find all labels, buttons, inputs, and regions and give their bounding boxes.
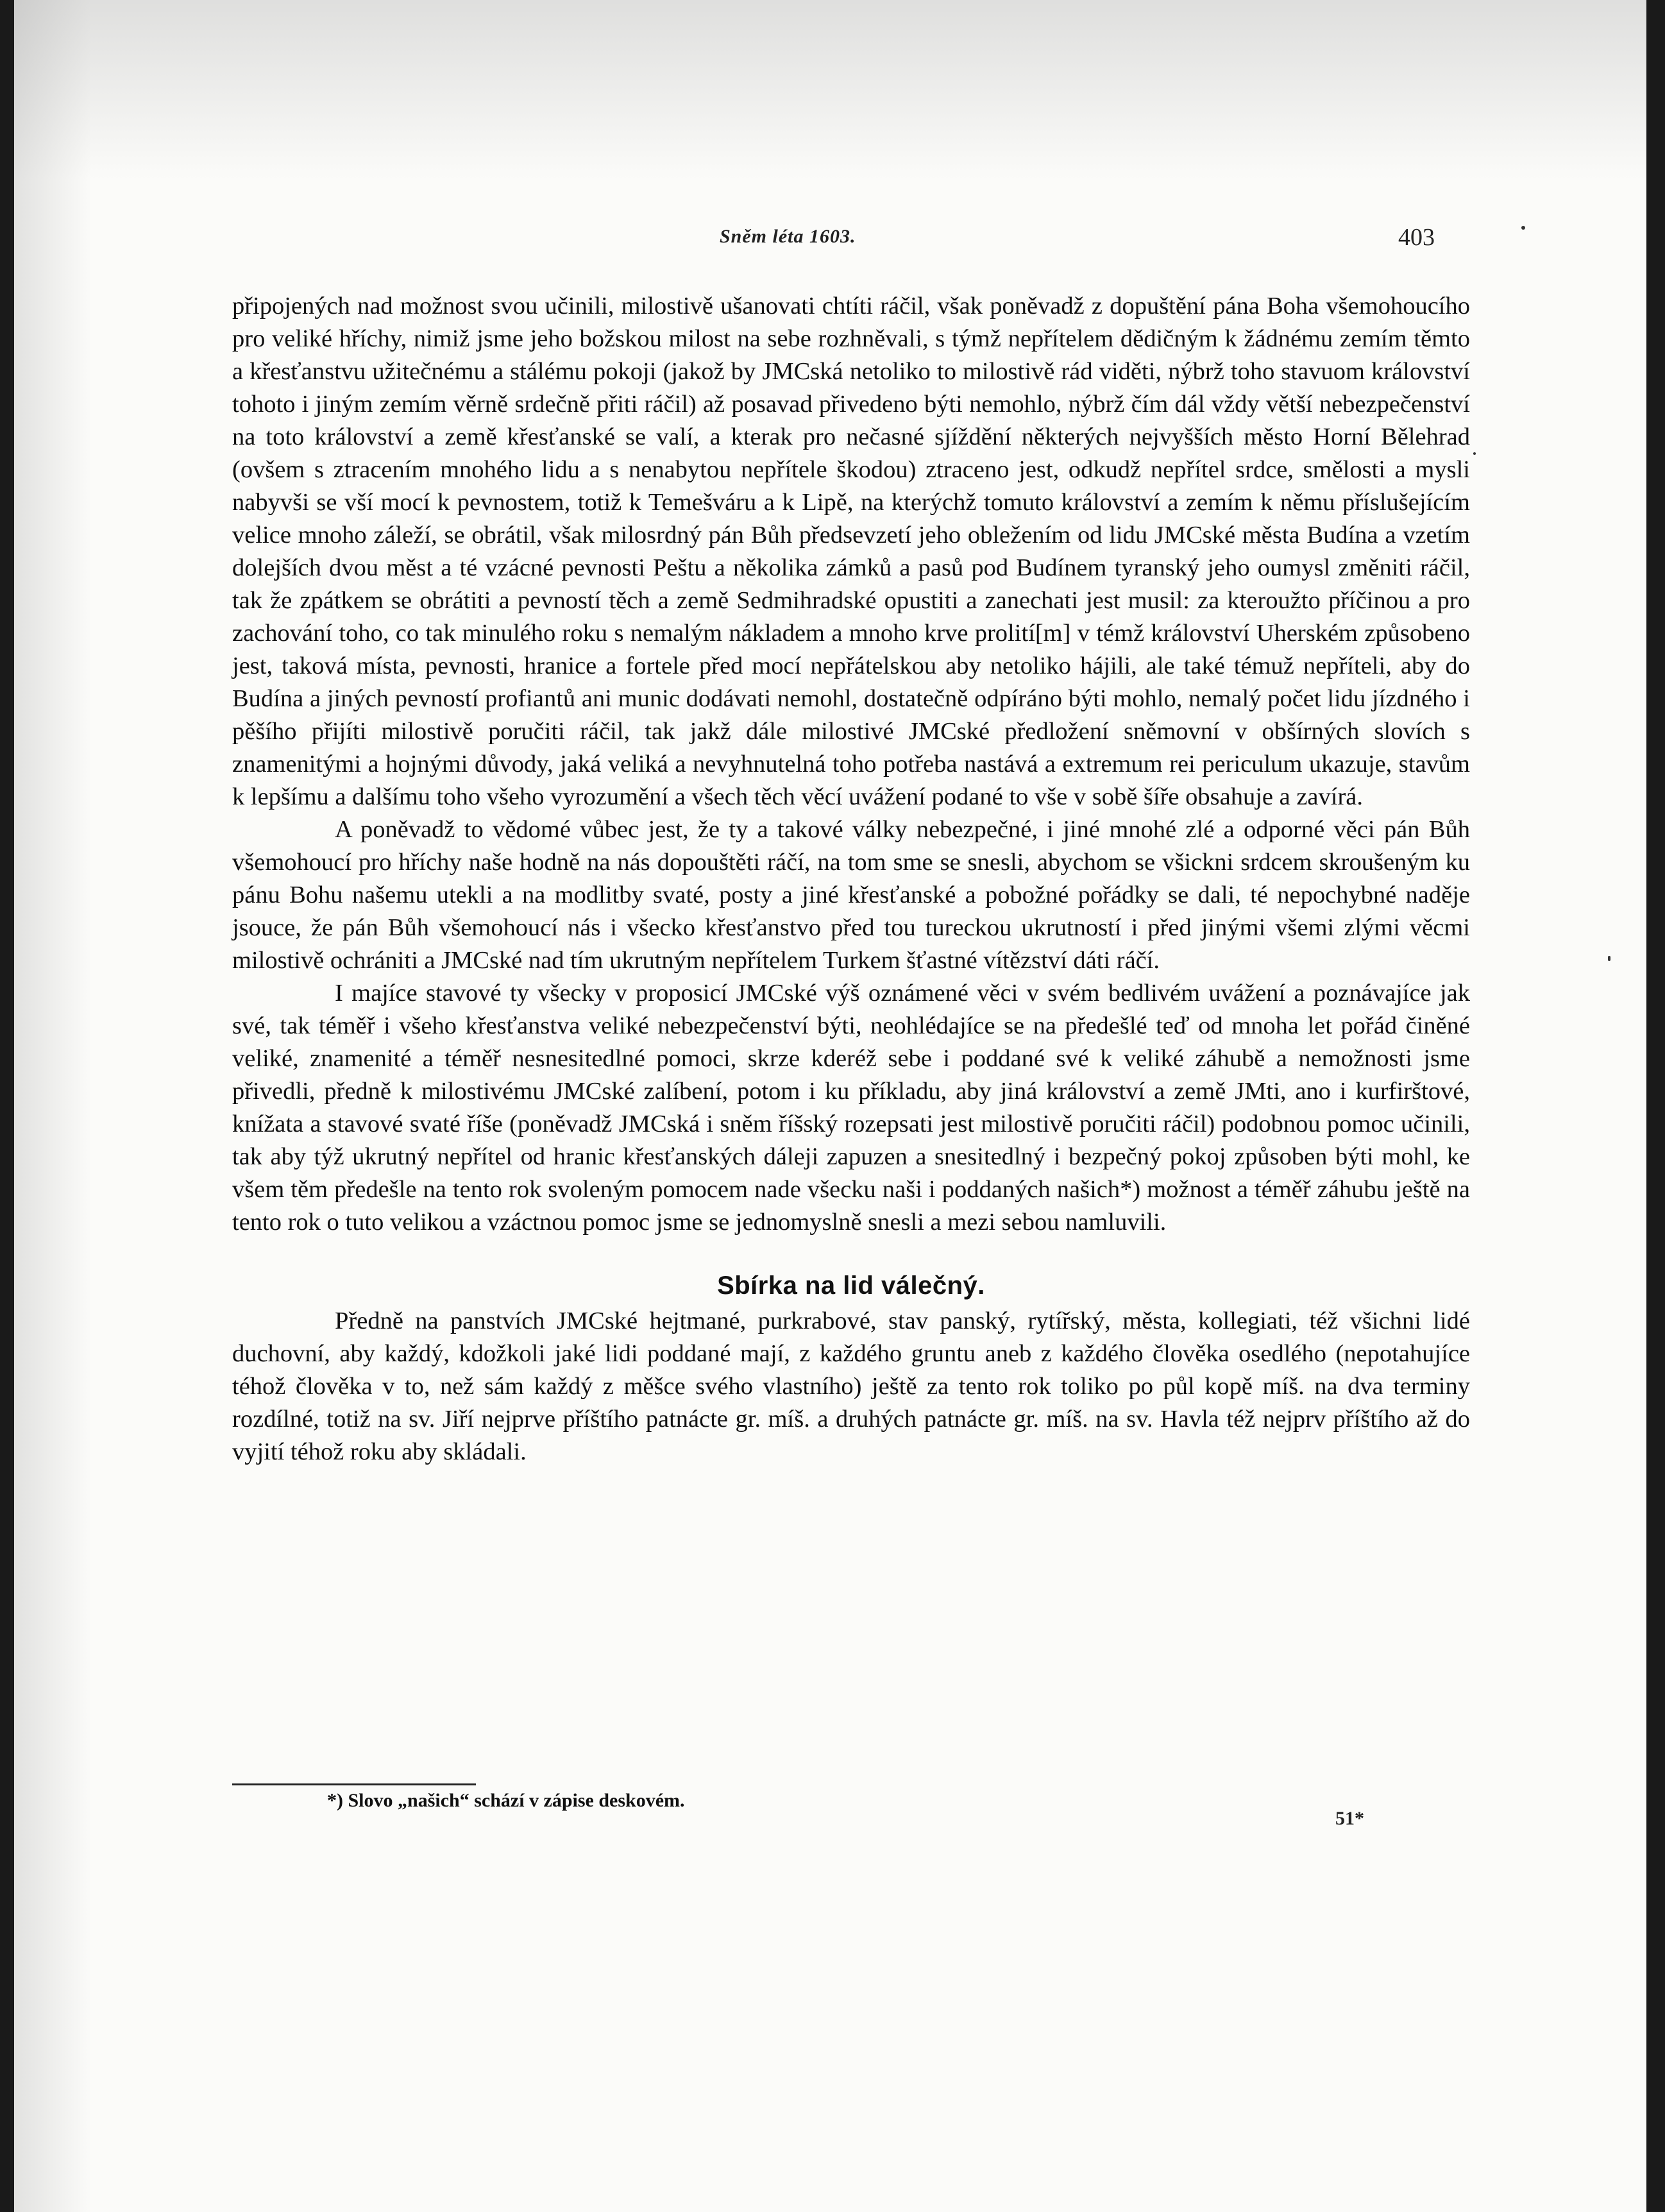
book-page: [14, 0, 1646, 2212]
page-number: 403: [1398, 224, 1435, 251]
running-head: Sněm léta 1603.: [720, 226, 856, 247]
paragraph: Předně na panstvích JMCské hejtmané, purkrabové, stav panský, rytířský, města, kollegiati, též všichni lidé duchovní, aby každý, kdožkoli jaké lidi poddané mají, z každého gruntu aneb z každého člověka osedlého (nepotahujíce téhož člověka v to, než sám každý z měšce svého vlastního) ještě za tento rok toliko po půl kopě míš. na dva terminy rozdílné, totiž na sv. Jiří nejprve příštího patnácte gr. míš. a druhých patnácte gr. míš. na sv. Havla též nejprv příštího až do vyjití téhož roku aby skládali.: [232, 1307, 1470, 1465]
footnote-divider: [232, 1783, 476, 1785]
paragraph: A poněvadž to vědomé vůbec jest, že ty a takové války nebezpečné, i jiné mnohé zlé a odporné věci pán Bůh všemohoucí pro hříchy naše hodně na nás dopouštěti ráčí, na tom sme se snesli, abychom se všickni srdcem skroušeným ku pánu Bohu našemu utekli a na modlitby svaté, posty a jiné křesťanské a pobožné pořádky se dali, té nepochybné naděje jsouce, že pán Bůh všemohoucí nás i všecko křesťanstvo před tou tureckou ukrutností i před jinými všemi zlými věcmi milostivě ochrániti a JMCské nad tím ukrutným nepřítelem Turkem šťastné vítězství dáti ráčí.: [232, 816, 1470, 974]
body-text: [232, 290, 1470, 1468]
section-title: Sbírka na lid válečný.: [717, 1272, 985, 1300]
footnote: *) Slovo „našich“ schází v zápise deskovém.: [327, 1790, 685, 1811]
signature-mark: 51*: [1335, 1808, 1364, 1829]
page-shadow-left: [14, 0, 91, 2212]
paragraph: připojených nad možnost svou učinili, milostivě ušanovati chtíti ráčil, však poněvadž z dopuštění pána Boha všemohoucího pro veliké hříchy, nimiž jsme jeho božskou milost na sebe rozhněvali, s týmž nepřítelem dědičným k žádnému zemím těmto a křesťanstvu užitečnému a stálému pokoji (jakož by JMCská netoliko to milostivě rád viděti, nýbrž toho stavuom království tohoto i jiným zemím věrně srdečně přiti ráčil) až posavad přivedeno býti nemohlo, nýbrž čím dál vždy větší nebezpečenství na toto království a země křesťanské se valí, a kterak pro nečasné sjíždění některých nejvyšších město Horní Bělehrad (ovšem s ztracením mnohého lidu a s nenabytou nepřítele škodou) ztraceno jest, odkudž nepřítel srdce, smělosti a mysli nabyvši se vší mocí k pevnostem, totiž k Temešváru a k Lipě, na kterýchž tomuto království a zemím k němu příslušejícím velice mnoho záleží, se obrátil, však milosrdný pán Bůh předsevzetí jeho obležením od lidu JMCské města Budína a vzetím dolejších dvou měst a té vzácné pevnosti Peštu a několika zámků a pasů pod Budínem tyranský jeho oumysl změniti ráčil, tak že zpátkem se obrátiti a pevností těch a země Sedmihradské opustiti a zanechati jest musil: za kteroužto příčinou a pro zachování toho, co tak minulého roku s nemalým nákladem a mnoho krve prolití[m] v témž království Uherském způsobeno jest, taková místa, pevnosti, hranice a fortele před mocí nepřátelskou aby netoliko hájili, ale také témuž nepříteli, aby do Budína a jiných pevností profiantů ani munic dodávati nemohl, dostatečně odpíráno býti mohlo, nemalý počet lidu jízdného i pěšího přijíti milostivě poručiti ráčil, tak jakž dále milostivé JMCské předložení sněmovní v obšírných slovích s znamenitými a hojnými důvody, jaká veliká a nevyhnutelná toho potřeba nastává a extremum rei periculum ukazuje, stavům k lepšímu a dalšímu toho všeho vyrozumění a všech těch věcí uvážení podané to vše v sobě šíře obsahuje a zavírá.: [232, 293, 1470, 810]
speck: [1473, 452, 1476, 455]
paragraph: I majíce stavové ty všecky v proposicí JMCské výš oznámené věci v svém bedlivém uvážení a poznávajíce jak své, tak téměř i všeho křesťanstva veliké nebezpečenství býti, neohlédajíce se na předešlé teď od mnoha let pořád činěné veliké, znamenité a téměř nesnesitedlné pomoci, skrze kderéž sebe i poddané své k veliké záhubě a nemožnosti jsme přivedli, předně k milostivému JMCské zalíbení, potom i ku příkladu, aby jiná království a země JMti, ano i kurfirštové, knížata a stavové svaté říše (poněvadž JMCská i sněm říšský rozepsati jest milostivě poručiti ráčil) podobnou pomoc učinili, tak aby týž ukrutný nepřítel od hranic křesťanských dáleji zapuzen a snesitedlný i bezpečný pokoj způsoben býti mohl, ke všem těm předešle na tento rok svoleným pomocem nade všecku naši i poddaných našich*) možnost a téměř záhubu ještě na tento rok o tuto velikou a vzáctnou pomoc jsme se jednomyslně snesli a mezi sebou namluvili.: [232, 980, 1470, 1236]
page-shadow: [14, 0, 1646, 180]
speck: [1608, 956, 1610, 961]
speck: [1521, 226, 1525, 230]
